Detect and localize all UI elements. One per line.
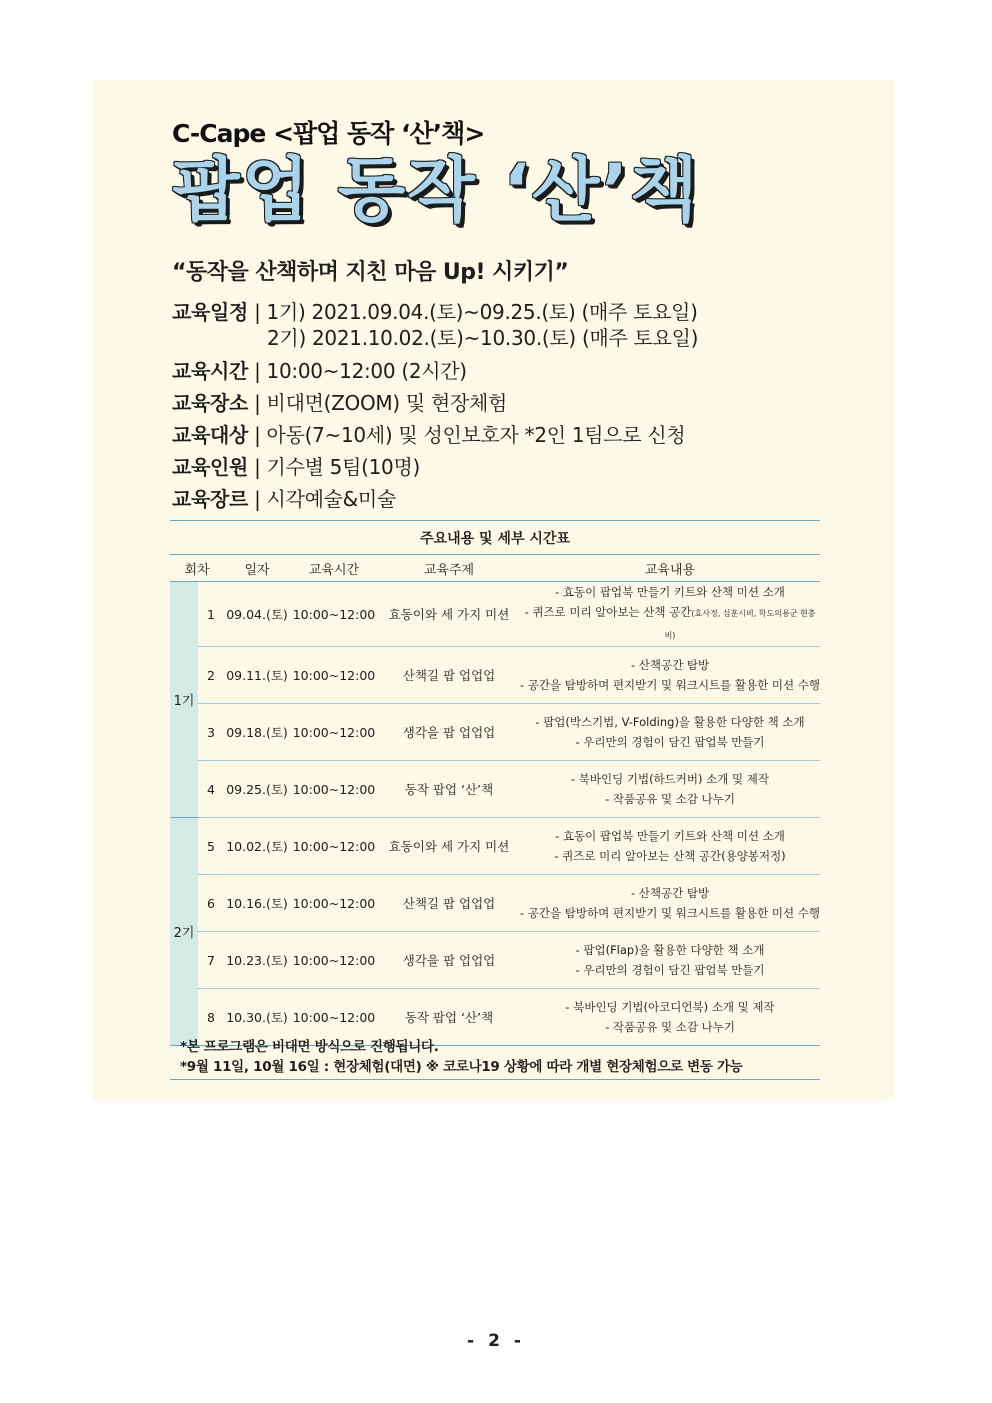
session-no: 4 <box>198 761 224 818</box>
session-no: 5 <box>198 818 224 875</box>
info-value: 아동(7~10세) 및 성인보호자 *2인 1팀으로 신청 <box>266 423 686 447</box>
content-line: - 우리만의 경험이 담긴 팝업북 만들기 <box>575 963 765 977</box>
program-slogan: “동작을 산책하며 지친 마음 Up! 시키기” <box>172 260 569 285</box>
table-header-row <box>170 555 820 582</box>
info-label: 교육장소 <box>172 391 249 415</box>
term-cell-2: 2기 <box>170 818 198 1046</box>
content-line: - 우리만의 경험이 담긴 팝업북 만들기 <box>575 735 765 749</box>
session-time: 10:00~12:00 <box>290 932 378 989</box>
content-line: - 북바인딩 기법(아코디언북) 소개 및 제작 <box>565 1000 775 1014</box>
table-caption: 주요내용 및 세부 시간표 <box>170 521 820 555</box>
session-content <box>520 647 820 704</box>
info-label: 교육시간 <box>172 359 249 383</box>
content-line: - 팝업(Flap)을 활용한 다양한 책 소개 <box>575 943 765 957</box>
note-online: *본 프로그램은 비대면 방식으로 진행됩니다. <box>180 1039 439 1055</box>
session-content <box>520 875 820 932</box>
info-separator: | <box>254 300 261 324</box>
session-topic: 산책길 팝 업업업 <box>378 875 520 932</box>
session-date: 09.04.(토) <box>224 582 290 647</box>
content-line: - 산책공간 탐방 <box>630 886 710 900</box>
session-topic: 동작 팝업 ‘산’책 <box>378 761 520 818</box>
program-subtitle: C-Cape <팝업 동작 ‘산’책> <box>172 119 485 148</box>
schedule-table <box>170 520 820 1046</box>
info-count <box>172 451 420 480</box>
table-row <box>170 818 820 875</box>
info-schedule-2 <box>267 322 698 351</box>
info-separator: | <box>254 455 261 479</box>
info-target <box>172 419 685 448</box>
content-line: - 팝업(박스기법, V-Folding)을 활용한 다양한 책 소개 <box>535 715 805 729</box>
info-separator: | <box>254 423 261 447</box>
session-no: 1 <box>198 582 224 647</box>
session-no: 8 <box>198 989 224 1046</box>
info-value: 시각예술&미술 <box>266 487 396 511</box>
table-row <box>170 582 820 647</box>
session-time: 10:00~12:00 <box>290 875 378 932</box>
content-line: - 효동이 팝업북 만들기 키트와 산책 미션 소개 <box>555 829 785 843</box>
table-row <box>170 875 820 932</box>
session-time: 10:00~12:00 <box>290 647 378 704</box>
content-line: - 퀴즈로 미리 알아보는 산책 공간(용양봉저정) <box>554 849 786 863</box>
info-label: 교육일정 <box>172 300 249 324</box>
session-time: 10:00~12:00 <box>290 704 378 761</box>
info-value: 기수별 5팀(10명) <box>266 455 420 479</box>
header-topic: 교육주제 <box>378 555 520 582</box>
session-date: 09.25.(토) <box>224 761 290 818</box>
session-topic: 생각을 팝 업업업 <box>378 704 520 761</box>
session-date: 10.30.(토) <box>224 989 290 1046</box>
content-line: - 작품공유 및 소감 나누기 <box>605 792 735 806</box>
session-date: 09.11.(토) <box>224 647 290 704</box>
session-content <box>520 582 820 647</box>
session-topic: 동작 팝업 ‘산’책 <box>378 989 520 1046</box>
info-place <box>172 387 507 416</box>
info-time <box>172 355 467 384</box>
info-label: 교육장르 <box>172 487 249 511</box>
content-line: - 산책공간 탐방 <box>630 658 710 672</box>
content-line: - 공간을 탐방하며 편지받기 및 워크시트를 활용한 미션 수행 <box>520 906 821 920</box>
content-line: - 공간을 탐방하며 편지받기 및 워크시트를 활용한 미션 수행 <box>520 678 821 692</box>
term-cell-1: 1기 <box>170 582 198 818</box>
session-content <box>520 989 820 1046</box>
session-topic: 효동이와 세 가지 미션 <box>378 582 520 647</box>
session-content <box>520 932 820 989</box>
info-label: 교육인원 <box>172 455 249 479</box>
session-topic: 효동이와 세 가지 미션 <box>378 818 520 875</box>
content-line: - 퀴즈로 미리 알아보는 산책 공간(효사정, 심훈시비, 학도의용군 현충비) <box>524 605 816 640</box>
session-content <box>520 761 820 818</box>
info-schedule-1 <box>172 296 698 325</box>
session-content <box>520 704 820 761</box>
info-separator: | <box>254 391 261 415</box>
session-date: 10.16.(토) <box>224 875 290 932</box>
info-genre <box>172 483 396 512</box>
header-time: 교육시간 <box>290 555 378 582</box>
session-topic: 생각을 팝 업업업 <box>378 932 520 989</box>
table-row <box>170 704 820 761</box>
program-title: 팝업 동작 ‘산’책 <box>172 149 700 231</box>
session-no: 2 <box>198 647 224 704</box>
info-value: 10:00~12:00 (2시간) <box>266 359 467 383</box>
info-label: 교육대상 <box>172 423 249 447</box>
session-date: 10.23.(토) <box>224 932 290 989</box>
info-separator: | <box>254 487 261 511</box>
session-no: 7 <box>198 932 224 989</box>
session-no: 6 <box>198 875 224 932</box>
session-date: 09.18.(토) <box>224 704 290 761</box>
session-time: 10:00~12:00 <box>290 818 378 875</box>
content-line: - 북바인딩 기법(하드커버) 소개 및 제작 <box>570 772 770 786</box>
info-separator: | <box>254 359 261 383</box>
note-onsite: *9월 11일, 10월 16일 : 현장체험(대면) ※ 코로나19 상황에 따라 개별 현장체험으로 변동 가능 <box>180 1059 743 1075</box>
session-time: 10:00~12:00 <box>290 582 378 647</box>
table-row <box>170 761 820 818</box>
page-number: - 2 - <box>467 1331 525 1351</box>
session-topic: 산책길 팝 업업업 <box>378 647 520 704</box>
session-time: 10:00~12:00 <box>290 761 378 818</box>
note-divider <box>170 1079 820 1080</box>
session-time: 10:00~12:00 <box>290 989 378 1046</box>
table-row <box>170 647 820 704</box>
header-date: 일자 <box>224 555 290 582</box>
header-content: 교육내용 <box>520 555 820 582</box>
session-no: 3 <box>198 704 224 761</box>
table-row <box>170 932 820 989</box>
session-content <box>520 818 820 875</box>
session-date: 10.02.(토) <box>224 818 290 875</box>
content-line: - 작품공유 및 소감 나누기 <box>605 1020 735 1034</box>
content-note: (효사정, 심훈시비, 학도의용군 현충비) <box>664 609 816 640</box>
info-value: 비대면(ZOOM) 및 현장체험 <box>266 391 508 415</box>
content-line: - 효동이 팝업북 만들기 키트와 산책 미션 소개 <box>555 585 785 599</box>
info-value: 2기) 2021.10.02.(토)~10.30.(토) (매주 토요일) <box>267 326 699 350</box>
info-value: 1기) 2021.09.04.(토)~09.25.(토) (매주 토요일) <box>266 300 698 324</box>
header-session: 회차 <box>170 555 224 582</box>
